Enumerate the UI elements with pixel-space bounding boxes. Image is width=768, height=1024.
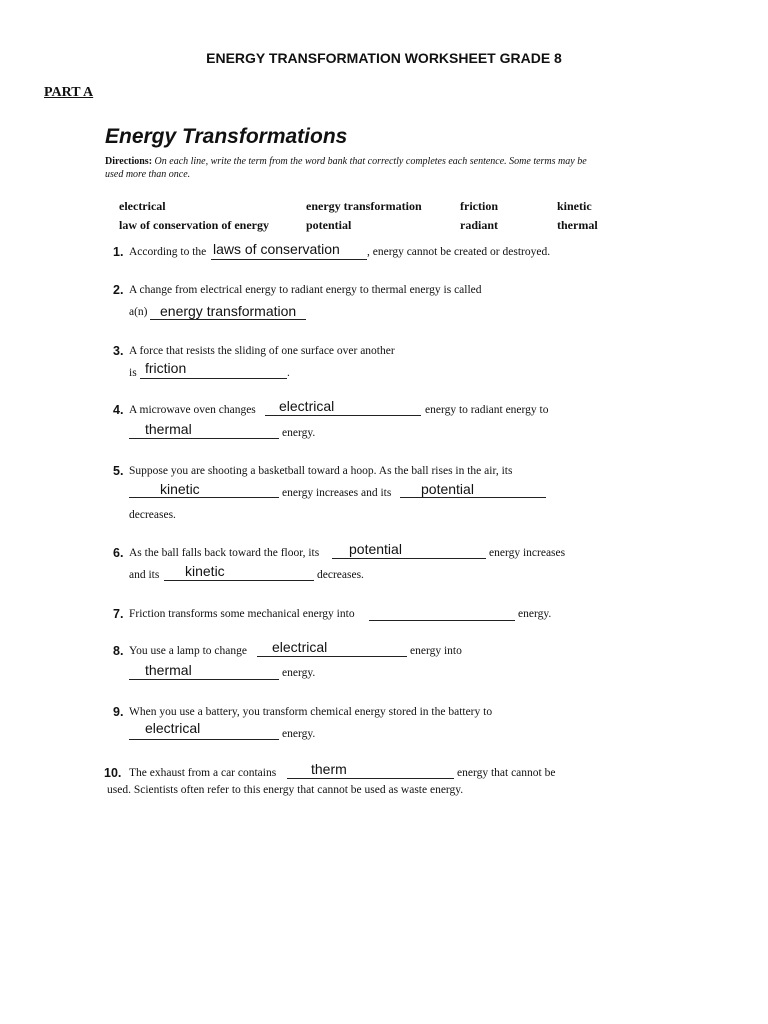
word-bank-term: kinetic: [557, 199, 592, 213]
answer-text: kinetic: [160, 481, 200, 497]
part-label: PART A: [44, 85, 94, 100]
answer-blank[interactable]: [129, 497, 279, 498]
question-text: A change from electrical energy to radiant energy to thermal energy is called: [129, 284, 482, 296]
question-text: You use a lamp to change: [129, 645, 247, 657]
question-text: energy to radiant energy to: [425, 404, 549, 416]
answer-blank[interactable]: [369, 620, 515, 621]
question-number: 1.: [113, 245, 124, 259]
question-text: is: [129, 367, 137, 379]
answer-blank[interactable]: [332, 558, 486, 559]
question-text: used. Scientists often refer to this energy that cannot be used as waste energy.: [107, 784, 464, 796]
question-text: The exhaust from a car contains: [129, 767, 277, 779]
answer-text: electrical: [145, 720, 201, 736]
answer-text: thermal: [145, 662, 192, 678]
word-bank-term: thermal: [557, 218, 598, 232]
answer-text: electrical: [279, 398, 335, 414]
word-bank-term: law of conservation of energy: [119, 218, 269, 232]
question-text: energy increases and its: [282, 487, 392, 499]
question-text: energy.: [282, 728, 316, 740]
question-text: A force that resists the sliding of one surface over another: [129, 345, 395, 357]
question-number: 2.: [113, 283, 124, 297]
answer-text: electrical: [272, 639, 328, 655]
word-bank-term: electrical: [119, 199, 166, 213]
word-bank-term: energy transformation: [306, 199, 422, 213]
question-text: energy increases: [489, 547, 566, 559]
answer-text: thermal: [145, 421, 192, 437]
answer-blank[interactable]: [140, 378, 287, 379]
question-text: .: [287, 367, 290, 379]
question-text: a(n): [129, 306, 148, 318]
word-bank-term: potential: [306, 218, 352, 232]
question-number: 10.: [104, 766, 122, 780]
directions-text: On each line, write the term from the word bank that correctly completes each sentence. Some terms may be used more than once.: [105, 156, 587, 180]
answer-blank[interactable]: [257, 656, 407, 657]
question-number: 6.: [113, 546, 124, 560]
question-text: When you use a battery, you transform chemical energy stored in the battery to: [129, 706, 493, 718]
question-number: 3.: [113, 344, 124, 358]
word-bank-term: radiant: [460, 218, 499, 232]
question-number: 4.: [113, 403, 124, 417]
directions: [105, 155, 595, 181]
answer-text: potential: [349, 541, 402, 557]
answer-text: therm: [311, 761, 347, 777]
question-text: energy.: [282, 427, 316, 439]
question-text: Suppose you are shooting a basketball toward a hoop. As the ball rises in the air, its: [129, 465, 513, 477]
question-text: Friction transforms some mechanical energy into: [129, 608, 355, 620]
question-text: energy.: [282, 667, 316, 679]
answer-blank[interactable]: [287, 778, 454, 779]
question-text: decreases.: [317, 569, 364, 581]
question-number: 8.: [113, 644, 124, 658]
answer-text: friction: [145, 360, 187, 376]
answer-text: potential: [421, 481, 474, 497]
answer-blank[interactable]: [129, 679, 279, 680]
answer-blank[interactable]: [265, 415, 421, 416]
question-text: and its: [129, 569, 160, 581]
question-text: energy that cannot be: [457, 767, 556, 779]
question-text: A microwave oven changes: [129, 404, 256, 416]
answer-text: laws of conservation: [213, 241, 340, 257]
answer-text: energy transformation: [160, 303, 297, 319]
page-title: ENERGY TRANSFORMATION WORKSHEET GRADE 8: [206, 50, 562, 66]
question-number: 9.: [113, 705, 124, 719]
answer-blank[interactable]: [129, 438, 279, 439]
answer-blank[interactable]: [211, 259, 367, 260]
question-text: energy into: [410, 645, 462, 657]
question-text: decreases.: [129, 509, 176, 521]
question-number: 7.: [113, 607, 124, 621]
answer-text: kinetic: [185, 563, 225, 579]
answer-blank[interactable]: [400, 497, 546, 498]
question-text: According to the: [129, 246, 207, 258]
question-text: energy.: [518, 608, 552, 620]
answer-blank[interactable]: [129, 739, 279, 740]
directions-label: Directions:: [105, 156, 153, 167]
word-bank-term: friction: [460, 199, 498, 213]
question-text: , energy cannot be created or destroyed.: [367, 246, 551, 258]
question-text: As the ball falls back toward the floor, its: [129, 547, 320, 559]
answer-blank[interactable]: [164, 580, 314, 581]
question-number: 5.: [113, 464, 124, 478]
worksheet-heading: Energy Transformations: [105, 125, 348, 148]
answer-blank[interactable]: [150, 319, 306, 320]
